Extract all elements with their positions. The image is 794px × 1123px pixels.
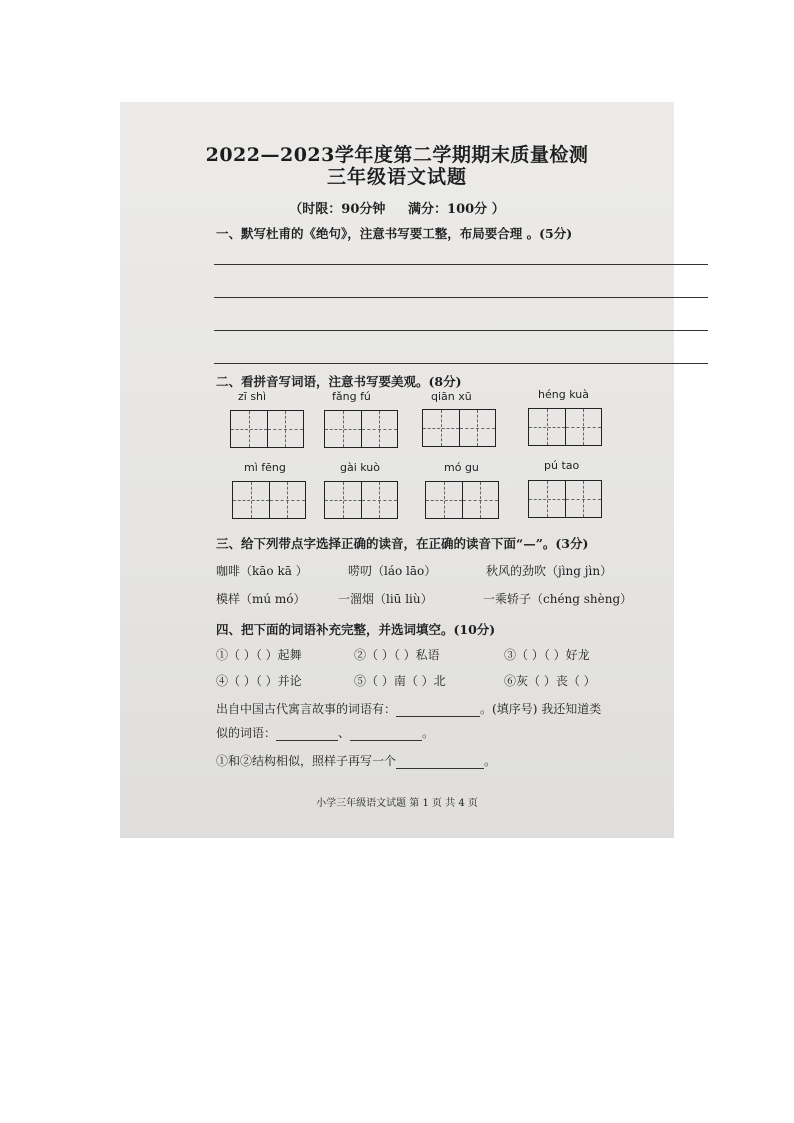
fill-label: 出自中国古代寓言故事的词语有：	[216, 702, 397, 716]
idiom-blank[interactable]: ④（ ）（ ）并论	[216, 674, 302, 688]
time-limit: （时限：90分钟	[289, 202, 386, 217]
answer-blank[interactable]	[396, 754, 484, 769]
idiom-blank[interactable]: ⑥灰（ ）丧（ ）	[504, 674, 596, 688]
pinyin-label: zī shì	[238, 390, 267, 403]
question-1-prompt: 一、默写杜甫的《绝句》，注意书写要工整，布局要合理 。(5分)	[216, 226, 573, 241]
question-4-prompt: 四、把下面的词语补充完整，并选词填空。(10分)	[216, 622, 496, 637]
writing-grid[interactable]	[230, 410, 304, 448]
pronunciation-item[interactable]: 一溜烟（liū liù）	[338, 592, 433, 606]
pinyin-label: gài kuò	[340, 461, 381, 474]
page-footer: 小学三年级语文试题 第 1 页 共 4 页	[316, 798, 478, 809]
separator: 、	[338, 726, 351, 740]
exam-subtitle: 三年级语文试题	[326, 166, 467, 188]
writing-grid[interactable]	[422, 409, 496, 447]
writing-line	[214, 330, 708, 331]
writing-line	[214, 297, 708, 298]
writing-grid[interactable]	[528, 408, 602, 446]
answer-blank[interactable]	[350, 726, 422, 741]
pronunciation-item[interactable]: 唠叨（láo lāo）	[348, 564, 437, 578]
pinyin-label: mó gu	[444, 461, 479, 474]
fill-line-4	[216, 724, 434, 741]
pronunciation-item[interactable]: 咖啡（kāo kā ）	[216, 564, 308, 578]
exam-title: 2022—2023学年度第二学期期末质量检测	[205, 144, 589, 166]
period: 。	[422, 726, 435, 740]
exam-paper-photo	[120, 102, 674, 838]
idiom-blank[interactable]: ⑤（ ）南（ ）北	[354, 674, 446, 688]
writing-grid[interactable]	[232, 481, 306, 519]
fill-label: ①和②结构相似，照样子再写一个	[216, 754, 397, 768]
pronunciation-item[interactable]: 秋风的劲吹（jìng jìn）	[486, 564, 613, 578]
idiom-blank[interactable]: ①（ ）（ ）起舞	[216, 648, 302, 662]
writing-grid[interactable]	[324, 481, 398, 519]
writing-line	[214, 363, 708, 364]
idiom-blank[interactable]: ②（ ）（ ）私语	[354, 648, 440, 662]
answer-blank[interactable]	[276, 726, 338, 741]
pinyin-label: héng kuà	[538, 388, 589, 401]
question-2-prompt: 二、看拼音写词语，注意书写要美观。(8分)	[216, 374, 462, 389]
writing-grid[interactable]	[425, 481, 499, 519]
pronunciation-item[interactable]: 一乘轿子（chéng shèng）	[483, 592, 633, 606]
writing-grid[interactable]	[528, 480, 602, 518]
fill-label: 似的词语：	[216, 726, 277, 740]
fill-line-3	[216, 700, 601, 717]
writing-line	[214, 264, 708, 265]
idiom-blank[interactable]: ③（ ）（ ）好龙	[504, 648, 590, 662]
full-score: 满分：100分 ）	[408, 202, 505, 217]
writing-grid[interactable]	[324, 410, 398, 448]
exam-meta	[120, 198, 674, 217]
answer-blank[interactable]	[396, 702, 480, 717]
pronunciation-item[interactable]: 模样（mú mó）	[216, 592, 306, 606]
question-3-prompt: 三、给下列带点字选择正确的读音，在正确的读音下面“—”。(3分)	[216, 536, 589, 551]
fill-line-5	[216, 752, 496, 769]
pinyin-label: fǎng fú	[332, 390, 371, 403]
pinyin-label: qiān xū	[431, 390, 472, 403]
period: 。	[484, 754, 497, 768]
fill-note: 。(填序号) 我还知道类	[480, 702, 602, 716]
pinyin-label: pú tao	[544, 459, 580, 472]
pinyin-label: mì fēng	[244, 461, 286, 474]
